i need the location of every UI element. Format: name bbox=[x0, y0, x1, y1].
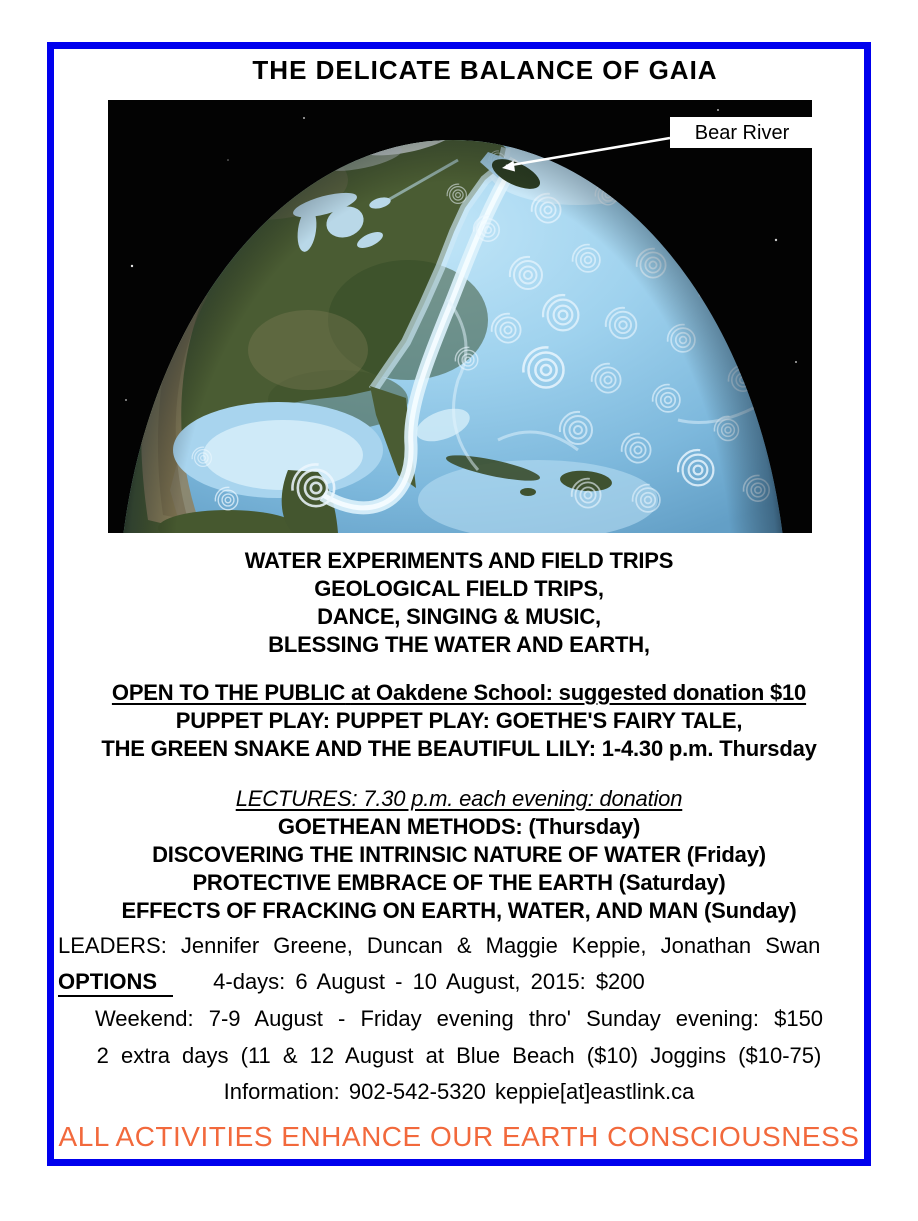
bear-river-label: Bear River bbox=[694, 122, 790, 144]
lecture-line: DISCOVERING THE INTRINSIC NATURE OF WATER (Friday) bbox=[152, 842, 766, 867]
extra-days-line: 2 extra days (11 & 12 August at Blue Beach ($10) Joggins ($10-75) bbox=[96, 1043, 822, 1068]
page-title: THE DELICATE BALANCE OF GAIA bbox=[252, 55, 718, 85]
lectures-section bbox=[54, 785, 864, 925]
options-label: OPTIONS bbox=[58, 969, 173, 997]
information-line: Information: 902-542-5320 keppie[at]eastlink.ca bbox=[223, 1079, 695, 1104]
lecture-line: GOETHEAN METHODS: (Thursday) bbox=[277, 814, 641, 839]
public-event-heading-strong: OPEN TO THE PUBLIC bbox=[111, 680, 346, 705]
public-event-heading-rest: at Oakdene School: suggested donation $10 bbox=[350, 680, 807, 705]
lectures-heading: LECTURES: 7.30 p.m. each evening: donation bbox=[235, 786, 683, 811]
public-event-section bbox=[54, 679, 864, 763]
activities-list bbox=[54, 547, 864, 659]
flyer-border-frame bbox=[47, 42, 871, 1166]
lecture-line: PROTECTIVE EMBRACE OF THE EARTH (Saturday) bbox=[192, 870, 726, 895]
options-four-day: 4-days: 6 August - 10 August, 2015: $200 bbox=[213, 969, 645, 994]
earth-ocean-currents-image bbox=[108, 100, 812, 533]
puppet-play-line: PUPPET PLAY: PUPPET PLAY: GOETHE'S FAIRY TALE, bbox=[175, 708, 743, 733]
weekend-option-line: Weekend: 7-9 August - Friday evening thro' Sunday evening: $150 bbox=[94, 1006, 824, 1031]
footer-banner: ALL ACTIVITIES ENHANCE OUR EARTH CONSCIOUSNESS bbox=[58, 1121, 860, 1152]
activity-line: WATER EXPERIMENTS AND FIELD TRIPS bbox=[244, 548, 674, 573]
earth-globe-graphic bbox=[108, 100, 812, 533]
activity-line: BLESSING THE WATER AND EARTH, bbox=[268, 632, 650, 657]
leaders-line: LEADERS: Jennifer Greene, Duncan & Maggie Keppie, Jonathan Swan bbox=[58, 933, 821, 958]
activity-line: GEOLOGICAL FIELD TRIPS, bbox=[314, 576, 604, 601]
public-event-heading bbox=[54, 679, 864, 707]
activity-line: DANCE, SINGING & MUSIC, bbox=[317, 604, 601, 629]
options-line bbox=[54, 969, 864, 995]
puppet-play-line: THE GREEN SNAKE AND THE BEAUTIFUL LILY: 1-4.30 p.m. Thursday bbox=[101, 736, 817, 761]
lecture-line: EFFECTS OF FRACKING ON EARTH, WATER, AND MAN (Sunday) bbox=[121, 898, 797, 923]
